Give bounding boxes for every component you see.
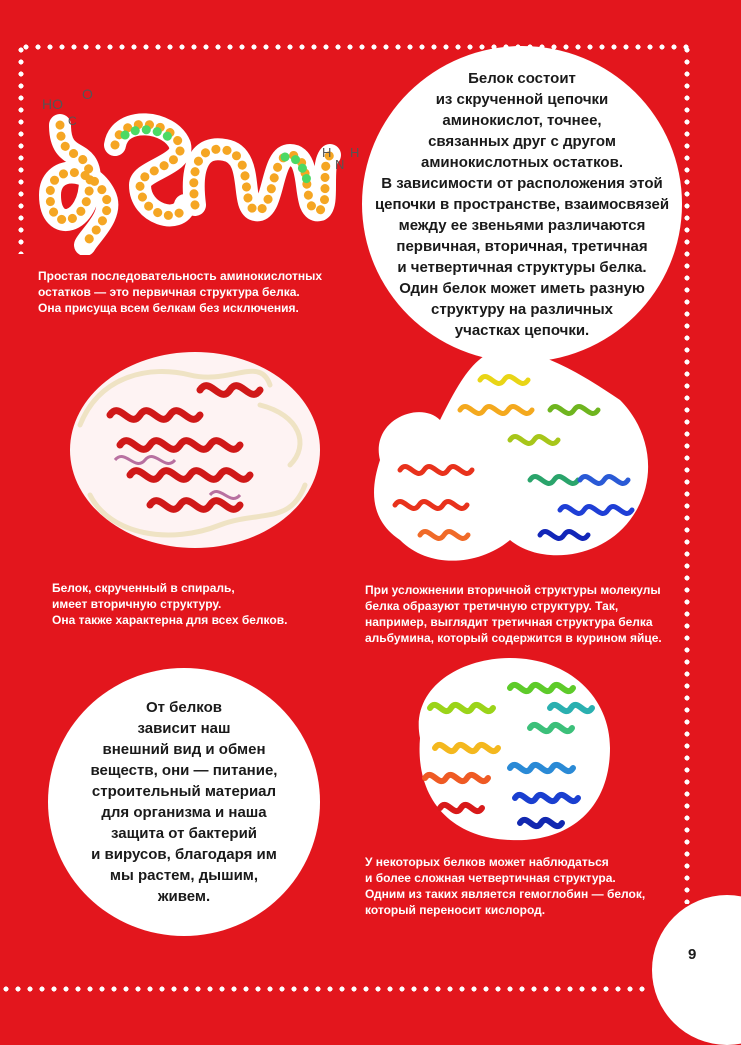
caption-primary bbox=[38, 268, 368, 316]
caption-line: белка образуют третичную структуру. Так, bbox=[365, 599, 619, 613]
bubble-line: живем. bbox=[157, 888, 211, 905]
bubble-line: мы растем, дышим, bbox=[109, 867, 259, 884]
bubble-line: аминокислот, точнее, bbox=[442, 111, 602, 129]
bubble-line: цепочки в пространстве, взаимосвязей bbox=[374, 195, 670, 213]
bubble-line: аминокислотных остатков. bbox=[420, 153, 623, 171]
quaternary-structure-illustration bbox=[400, 648, 620, 848]
bubble-line: внешний вид и обмен bbox=[102, 741, 266, 758]
caption-line: При усложнении вторичной структуры молекулы bbox=[365, 583, 661, 597]
caption-line: У некоторых белков может наблюдаться bbox=[365, 855, 609, 869]
caption-line: который переносит кислород. bbox=[365, 903, 546, 917]
bubble-top-text bbox=[375, 68, 669, 341]
bubble-line: участках цепочки. bbox=[454, 321, 590, 339]
caption-line: Белок, скрученный в спираль, bbox=[52, 581, 235, 595]
caption-line: имеет вторичную структуру. bbox=[52, 597, 222, 611]
bubble-line: из скрученной цепочки bbox=[435, 90, 609, 108]
caption-secondary bbox=[52, 580, 352, 628]
amine-n-label: N bbox=[335, 157, 345, 172]
bubble-line: защита от бактерий bbox=[110, 825, 258, 842]
bubble-line: строительный материал bbox=[91, 783, 277, 800]
bubble-line: В зависимости от расположения этой bbox=[381, 174, 663, 192]
bubble-line: структуру на различных bbox=[430, 300, 614, 318]
amine-h1-label: H bbox=[322, 145, 332, 160]
bubble-line: между ее звеньями различаются bbox=[398, 216, 646, 234]
bubble-bottom-text bbox=[91, 697, 278, 907]
bubble-top bbox=[362, 46, 682, 362]
bubble-line: связанных друг с другом bbox=[428, 132, 616, 150]
carboxyl-c-label: C bbox=[68, 114, 77, 128]
bubble-line: От белков bbox=[145, 699, 222, 716]
bubble-line: веществ, они — питание, bbox=[90, 762, 278, 779]
dotted-border-bottom bbox=[0, 986, 650, 992]
page-number: 9 bbox=[688, 946, 697, 963]
amino-acid-chain-illustration bbox=[30, 85, 360, 255]
caption-line: например, выглядит третичная структура белка bbox=[365, 615, 653, 629]
bubble-bottom bbox=[48, 668, 320, 936]
caption-line: Одним из таких является гемоглобин — белок, bbox=[365, 887, 646, 901]
caption-line: Она присуща всем белкам без исключения. bbox=[38, 301, 299, 315]
caption-line: остатков — это первичная структура белка. bbox=[38, 285, 300, 299]
secondary-structure-illustration bbox=[60, 345, 330, 555]
caption-line: альбумина, который содержится в курином яйце. bbox=[365, 631, 662, 645]
caption-line: и более сложная четвертичная структура. bbox=[365, 871, 616, 885]
carboxyl-label: HO bbox=[42, 96, 63, 112]
dotted-border-left bbox=[18, 44, 24, 254]
caption-line: Простая последовательность аминокислотных bbox=[38, 269, 323, 283]
caption-tertiary bbox=[365, 582, 695, 646]
carboxyl-o-label: O bbox=[82, 86, 93, 102]
bubble-line: Белок состоит bbox=[468, 69, 576, 87]
dotted-border-right bbox=[684, 44, 690, 904]
bubble-line: для организма и наша bbox=[101, 804, 267, 821]
dotted-border-top bbox=[20, 44, 690, 50]
bubble-line: первичная, вторичная, третичная bbox=[396, 237, 648, 255]
amine-h2-label: H bbox=[350, 145, 360, 160]
bubble-line: и вирусов, благодаря им bbox=[91, 846, 277, 863]
caption-quaternary bbox=[365, 854, 685, 918]
tertiary-structure-illustration bbox=[360, 340, 660, 570]
bubble-line: Один белок может иметь разную bbox=[399, 279, 645, 297]
bubble-line: зависит наш bbox=[137, 720, 231, 737]
caption-line: Она также характерна для всех белков. bbox=[52, 613, 288, 627]
bubble-line: и четвертичная структуры белка. bbox=[397, 258, 647, 276]
